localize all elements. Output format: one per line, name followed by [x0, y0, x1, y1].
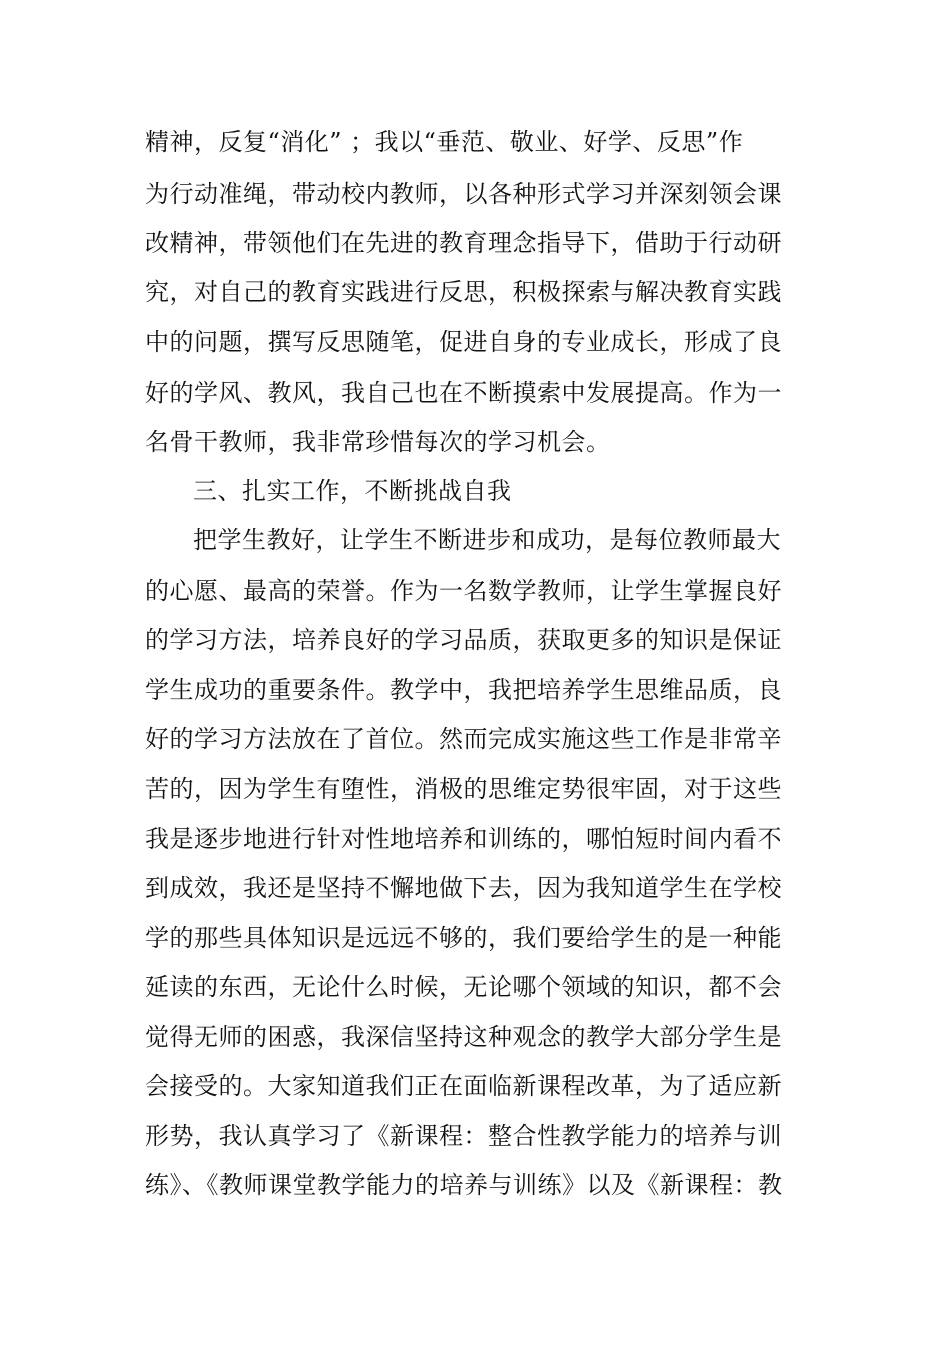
text-line: 练》、《教师课堂教学能力的培养与训练》以及《新课程：教 — [145, 1171, 783, 1199]
text-line: 名骨干教师，我非常珍惜每次的学习机会。 — [145, 428, 611, 456]
text-line: 的学习方法，培养良好的学习品质，获取更多的知识是保证 — [145, 626, 782, 654]
text-line: 形势，我认真学习了《新课程：整合性教学能力的培养与训 — [145, 1122, 782, 1150]
text-line: 改精神，带领他们在先进的教育理念指导下，借助于行动研 — [145, 229, 782, 257]
text-line: 延读的东西，无论什么时候，无论哪个领域的知识，都不会 — [145, 973, 782, 1001]
text-line: 好的学习方法放在了首位。然而完成实施这些工作是非常辛 — [145, 725, 782, 753]
text-line: 学生成功的重要条件。教学中，我把培养学生思维品质，良 — [145, 676, 782, 704]
text-line: 到成效，我还是坚持不懈地做下去，因为我知道学生在学校 — [145, 874, 782, 902]
text-line: 把学生教好，让学生不断进步和成功，是每位教师最大 — [193, 526, 781, 554]
text-line: 会接受的。大家知道我们正在面临新课程改革，为了适应新 — [145, 1072, 782, 1100]
text-line: 精神，反复“消化” ；我以“垂范、敬业、好学、反思”作 — [145, 128, 744, 156]
text-line: 的心愿、最高的荣誉。作为一名数学教师，让学生掌握良好 — [145, 577, 782, 605]
text-line: 学的那些具体知识是远远不够的，我们要给学生的是一种能 — [145, 924, 782, 952]
text-line: 究，对自己的教育实践进行反思，积极探索与解决教育实践 — [145, 278, 782, 306]
text-line: 中的问题，撰写反思随笔，促进自身的专业成长，形成了良 — [145, 328, 782, 356]
text-line: 好的学风、教风，我自己也在不断摸索中发展提高。作为一 — [145, 379, 782, 407]
section-heading: 三、扎实工作，不断挑战自我 — [193, 477, 512, 505]
text-line: 为行动准绳，带动校内教师，以各种形式学习并深刻领会课 — [145, 180, 782, 208]
text-line: 我是逐步地进行针对性地培养和训练的，哪怕短时间内看不 — [145, 825, 782, 853]
text-line: 觉得无师的困惑，我深信坚持这种观念的教学大部分学生是 — [145, 1023, 782, 1051]
text-line: 苦的，因为学生有堕性，消极的思维定势很牢固，对于这些 — [145, 775, 782, 803]
